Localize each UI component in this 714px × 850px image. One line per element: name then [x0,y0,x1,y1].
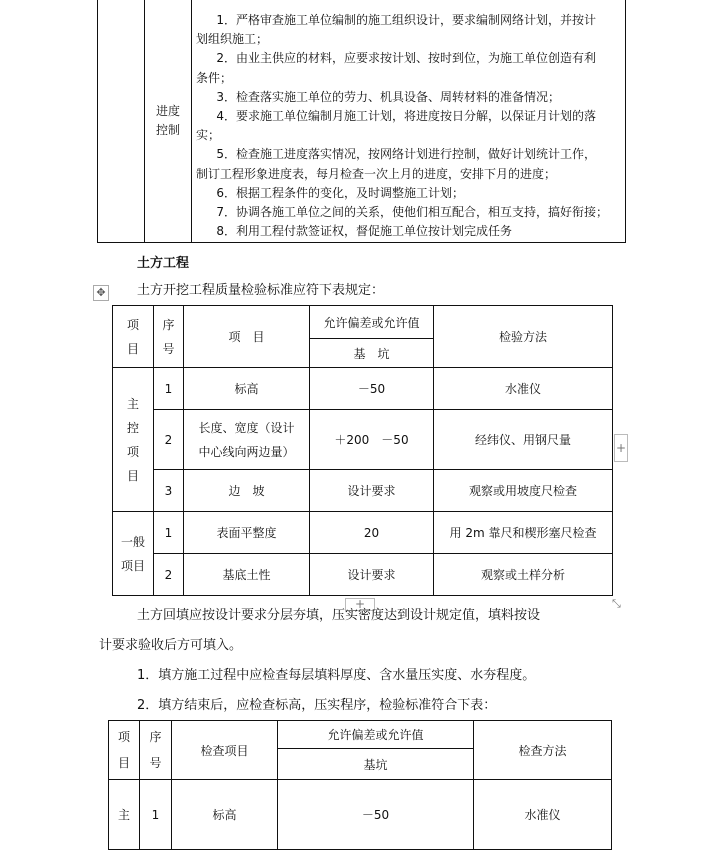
row-value: －50 [278,780,474,850]
progress-item-line: 实； [196,128,221,143]
header-seq-char: 号 [149,756,162,770]
row-seq: 2 [154,410,184,470]
header-seq [140,721,172,780]
excavation-standard-table [112,305,613,596]
list-item-2: 2．填方结束后，应检查标高，压实程序，检验标准符合下表： [137,698,497,713]
category-cell [145,0,192,243]
row-name: 表面平整度 [184,512,310,554]
category-label-line: 进度 [155,103,180,118]
header-item [113,306,154,368]
backfill-paragraph-line2: 计要求验收后方可填入。 [99,638,243,653]
header-seq-char: 序 [149,730,162,744]
row-name: 边 坡 [184,470,310,512]
row-name-line: 中心线向两边量） [198,444,295,459]
row-seq: 1 [154,512,184,554]
progress-item-line: 3．检查落实施工单位的劳力、机具设备、周转材料的准备情况； [216,89,561,104]
group-label-char: 一般 [120,534,145,549]
row-value: －50 [310,368,434,410]
header-check: 检查项目 [172,721,278,780]
progress-item-line: 7．协调各施工单位之间的关系，使他们相互配合，相互支持，搞好衔接； [216,205,609,220]
header-tolerance: 允许偏差或允许值 [278,721,474,749]
header-item-char: 项 [117,730,130,744]
row-method: 观察或用坡度尺检查 [434,470,613,512]
group-label-char: 项 [126,444,139,459]
row-value: 设计要求 [310,470,434,512]
progress-item-line: 6．根据工程条件的变化，及时调整施工计划； [216,185,465,200]
row-group: 主 [109,780,140,850]
progress-item-line: 制订工程形象进度表，每月检查一次上月的进度，安排下月的进度； [196,166,557,181]
header-item [109,721,140,780]
category-label [153,102,183,140]
row-name: 标高 [184,368,310,410]
group-label-char: 项目 [120,558,145,573]
row-name: 标高 [172,780,278,850]
group-main-cell [113,368,154,512]
row-method: 经纬仪、用钢尺量 [434,410,613,470]
row-value: 20 [310,512,434,554]
excavation-paragraph: 土方开挖工程质量检验标准应符下表规定： [137,283,385,298]
row-method: 用 2m 靠尺和楔形塞尺检查 [434,512,613,554]
empty-cell [98,0,145,243]
add-column-plus-icon[interactable]: + [614,434,628,462]
header-name: 项 目 [184,306,310,368]
row-method: 水准仪 [434,368,613,410]
header-seq-char: 序 [162,317,175,332]
header-method: 检验方法 [434,306,613,368]
header-item-char: 项 [126,317,139,332]
progress-item-line: 条件； [196,70,233,85]
header-item-char: 目 [126,341,139,356]
section-heading: 土方工程 [137,256,190,271]
progress-items-cell [192,0,626,243]
add-row-plus-icon[interactable]: + [345,598,375,611]
header-pit: 基坑 [278,749,474,780]
row-value: ＋200 －50 [310,410,434,470]
progress-item-line: 4．要求施工单位编制月施工计划，将进度按日分解，以保证月计划的落 [216,109,597,124]
row-name: 基底土性 [184,554,310,596]
progress-items-list [196,1,621,241]
group-general-label [113,530,153,578]
progress-item-line: 8．利用工程付款签证权，督促施工单位按计划完成任务 [216,224,513,239]
group-main-label [113,392,153,488]
progress-item-line: 5．检查施工进度落实情况，按网络计划进行控制，做好计划统计工作， [216,147,597,162]
header-tolerance: 允许偏差或允许值 [310,306,434,339]
progress-item-line: 1．严格审查施工单位编制的施工组织设计，要求编制网络计划，并按计 [216,13,597,27]
move-handle-icon[interactable]: ✥ [93,285,109,301]
group-label-char: 主 [126,396,139,411]
row-seq: 1 [140,780,172,850]
row-method: 水准仪 [474,780,612,850]
progress-item-line: 2．由业主供应的材料，应要求按计划、按时到位，为施工单位创造有利 [216,51,597,66]
row-name-line: 长度、宽度（设计 [198,420,295,435]
progress-control-table [97,0,626,243]
group-label-char: 控 [126,420,139,435]
header-seq-char: 号 [162,341,175,356]
row-seq: 2 [154,554,184,596]
progress-item-line: 划组织施工； [196,32,269,47]
header-seq [154,306,184,368]
list-item-1: 1．填方施工过程中应检查每层填料厚度、含水量压实度、水夯程度。 [137,668,536,683]
header-pit: 基 坑 [310,339,434,368]
row-name [184,410,310,470]
row-seq: 1 [154,368,184,410]
group-label-char: 目 [126,468,139,483]
header-item-char: 目 [117,756,130,770]
row-method: 观察或土样分析 [434,554,613,596]
table-resize-icon[interactable]: ⤡ [612,597,621,610]
row-value: 设计要求 [310,554,434,596]
backfill-standard-table [108,720,612,850]
header-method: 检查方法 [474,721,612,780]
category-label-line: 控制 [155,122,180,137]
backfill-paragraph-line1: 土方回填应按设计要求分层夯填，压实密度达到设计规定值，填料按设 [137,608,541,623]
group-general-cell [113,512,154,596]
row-seq: 3 [154,470,184,512]
